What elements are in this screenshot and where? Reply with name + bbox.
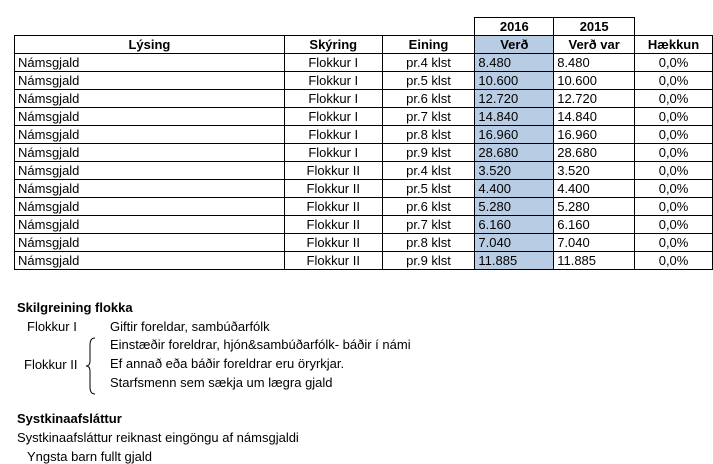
- row-unit: pr.9 klst: [382, 252, 475, 270]
- row-price: 28.680: [475, 144, 554, 162]
- col-header-price: Verð: [475, 36, 554, 54]
- row-group: Flokkur II: [284, 198, 382, 216]
- row-prev-price: 7.040: [554, 234, 635, 252]
- row-unit: pr.4 klst: [382, 162, 475, 180]
- row-description: Námsgjald: [15, 162, 285, 180]
- table-row: [15, 162, 713, 180]
- table-row: [15, 216, 713, 234]
- row-price: 10.600: [475, 72, 554, 90]
- sibling-line2: Yngsta barn fullt gjald: [27, 449, 153, 464]
- row-price: 6.160: [475, 216, 554, 234]
- row-increase: 0,0%: [635, 180, 713, 198]
- year-current: 2016: [475, 18, 554, 36]
- row-price: 16.960: [475, 126, 554, 144]
- table-row: [15, 54, 713, 72]
- table-row: [15, 234, 713, 252]
- row-description: Námsgjald: [15, 108, 285, 126]
- row-prev-price: 8.480: [554, 54, 635, 72]
- row-increase: 0,0%: [635, 72, 713, 90]
- row-unit: pr.7 klst: [382, 216, 475, 234]
- row-description: Námsgjald: [15, 54, 285, 72]
- row-increase: 0,0%: [635, 198, 713, 216]
- row-group: Flokkur I: [284, 144, 382, 162]
- row-description: Námsgjald: [15, 180, 285, 198]
- fee-table: [14, 17, 713, 270]
- row-price: 3.520: [475, 162, 554, 180]
- sibling-line1: Systkinaafsláttur reiknast eingöngu af námsgjaldi: [17, 430, 299, 445]
- col-header-explanation: Skýring: [284, 36, 382, 54]
- row-description: Námsgjald: [15, 144, 285, 162]
- row-prev-price: 16.960: [554, 126, 635, 144]
- row-group: Flokkur II: [284, 180, 382, 198]
- row-prev-price: 6.160: [554, 216, 635, 234]
- row-prev-price: 5.280: [554, 198, 635, 216]
- row-prev-price: 12.720: [554, 90, 635, 108]
- col-header-description: Lýsing: [15, 36, 285, 54]
- row-unit: pr.7 klst: [382, 108, 475, 126]
- row-group: Flokkur I: [284, 108, 382, 126]
- row-description: Námsgjald: [15, 90, 285, 108]
- table-row: [15, 198, 713, 216]
- table-row: [15, 72, 713, 90]
- row-description: Námsgjald: [15, 216, 285, 234]
- col-header-increase: Hækkun: [635, 36, 713, 54]
- row-prev-price: 3.520: [554, 162, 635, 180]
- row-group: Flokkur I: [284, 90, 382, 108]
- table-row: [15, 180, 713, 198]
- row-unit: pr.6 klst: [382, 198, 475, 216]
- group2-line: Starfsmenn sem sækja um lægra gjald: [110, 375, 333, 390]
- row-price: 7.040: [475, 234, 554, 252]
- row-increase: 0,0%: [635, 126, 713, 144]
- row-price: 8.480: [475, 54, 554, 72]
- table-row: [15, 108, 713, 126]
- row-unit: pr.8 klst: [382, 234, 475, 252]
- year-previous: 2015: [554, 18, 635, 36]
- row-increase: 0,0%: [635, 216, 713, 234]
- row-increase: 0,0%: [635, 252, 713, 270]
- row-description: Námsgjald: [15, 252, 285, 270]
- row-prev-price: 28.680: [554, 144, 635, 162]
- row-price: 11.885: [475, 252, 554, 270]
- row-price: 4.400: [475, 180, 554, 198]
- definitions-title: Skilgreining flokka: [17, 300, 133, 315]
- row-description: Námsgjald: [15, 72, 285, 90]
- row-group: Flokkur II: [284, 162, 382, 180]
- row-price: 12.720: [475, 90, 554, 108]
- table-row: [15, 90, 713, 108]
- table-row: [15, 126, 713, 144]
- row-unit: pr.5 klst: [382, 180, 475, 198]
- row-unit: pr.4 klst: [382, 54, 475, 72]
- row-price: 5.280: [475, 198, 554, 216]
- year-row: [15, 18, 713, 36]
- col-header-unit: Eining: [382, 36, 475, 54]
- row-prev-price: 4.400: [554, 180, 635, 198]
- group2-line: Ef annað eða báðir foreldrar eru öryrkjar.: [110, 356, 345, 371]
- row-prev-price: 11.885: [554, 252, 635, 270]
- row-increase: 0,0%: [635, 234, 713, 252]
- row-unit: pr.9 klst: [382, 144, 475, 162]
- row-group: Flokkur II: [284, 252, 382, 270]
- row-group: Flokkur I: [284, 54, 382, 72]
- table-row: [15, 252, 713, 270]
- row-unit: pr.5 klst: [382, 72, 475, 90]
- col-header-prev-price: Verð var: [554, 36, 635, 54]
- row-group: Flokkur I: [284, 72, 382, 90]
- row-group: Flokkur II: [284, 234, 382, 252]
- group2-label: Flokkur II: [24, 357, 78, 372]
- group1-text: Giftir foreldar, sambúðarfólk: [110, 319, 270, 334]
- row-description: Námsgjald: [15, 126, 285, 144]
- row-unit: pr.6 klst: [382, 90, 475, 108]
- group2-line: Einstæðir foreldrar, hjón&sambúðarfólk- báðir í námi: [110, 337, 411, 352]
- row-description: Námsgjald: [15, 234, 285, 252]
- group1-label: Flokkur I: [27, 319, 77, 334]
- row-prev-price: 10.600: [554, 72, 635, 90]
- sibling-title: Systkinaafsláttur: [17, 411, 122, 426]
- row-prev-price: 14.840: [554, 108, 635, 126]
- row-group: Flokkur I: [284, 126, 382, 144]
- row-increase: 0,0%: [635, 90, 713, 108]
- row-increase: 0,0%: [635, 144, 713, 162]
- row-increase: 0,0%: [635, 162, 713, 180]
- row-group: Flokkur II: [284, 216, 382, 234]
- row-price: 14.840: [475, 108, 554, 126]
- row-unit: pr.8 klst: [382, 126, 475, 144]
- row-increase: 0,0%: [635, 54, 713, 72]
- header-row: [15, 36, 713, 54]
- brace-icon: [86, 337, 96, 395]
- table-row: [15, 144, 713, 162]
- row-description: Námsgjald: [15, 198, 285, 216]
- row-increase: 0,0%: [635, 108, 713, 126]
